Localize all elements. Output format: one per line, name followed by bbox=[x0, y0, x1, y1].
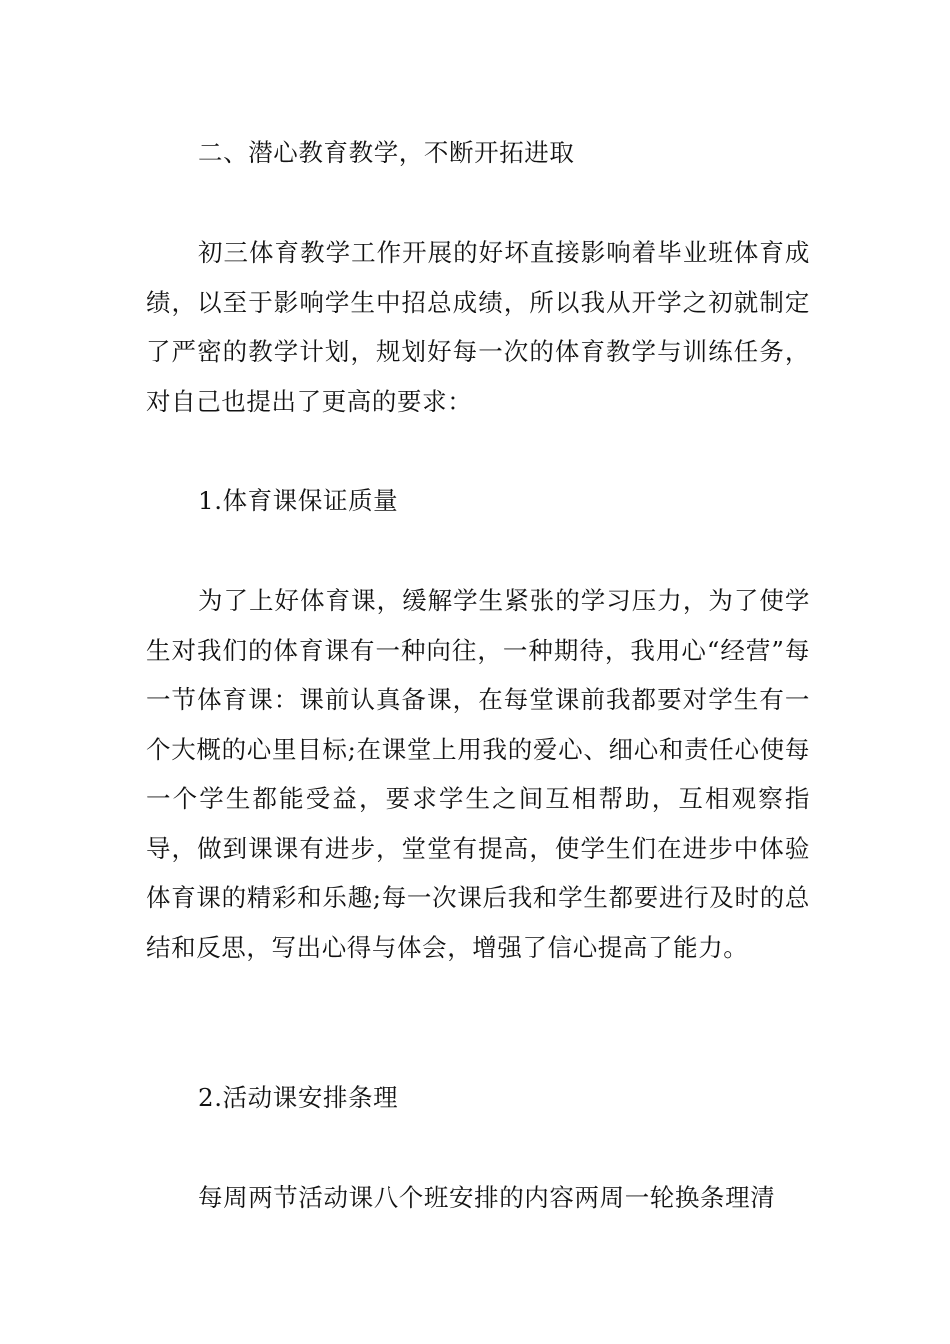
subheading-pe-class-quality: 1.体育课保证质量 bbox=[198, 486, 399, 515]
section-heading: 二、潜心教育教学，不断开拓进取 bbox=[198, 138, 575, 167]
intro-paragraph: 初三体育教学工作开展的好坏直接影响着毕业班体育成绩，以至于影响学生中招总成绩，所以我从开学之初就制定了严密的教学计划，规划好每一次的体育教学与训练任务，对自己也提出了更高的要求： bbox=[146, 238, 810, 416]
paragraph-pe-class: 为了上好体育课，缓解学生紧张的学习压力，为了使学生对我们的体育课有一种向往，一种期待，我用心“经营”每一节体育课：课前认真备课，在每堂课前我都要对学生有一个大概的心里目标;在课堂上用我的爱心、细心和责任心使每一个学生都能受益，要求学生之间互相帮助，互相观察指导，做到课课有进步，堂堂有提高，使学生们在进步中体验体育课的精彩和乐趣;每一次课后我和学生都要进行及时的总结和反思，写出心得与体会，增强了信心提高了能力。 bbox=[146, 586, 810, 962]
subheading-activity-class: 2.活动课安排条理 bbox=[198, 1083, 399, 1112]
paragraph-activity-class: 每周两节活动课八个班安排的内容两周一轮换条理清 bbox=[198, 1183, 776, 1212]
